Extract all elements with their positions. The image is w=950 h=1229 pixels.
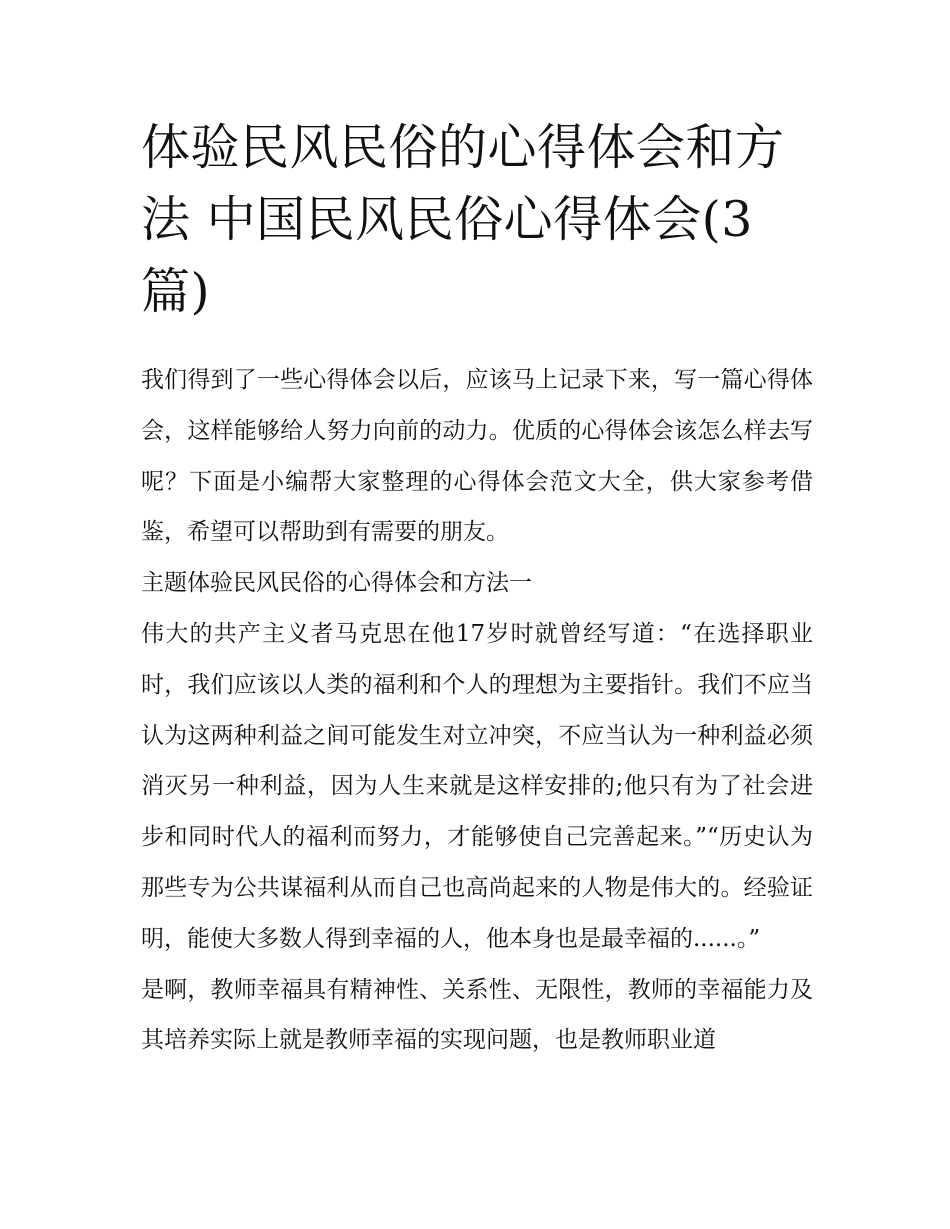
intro-paragraph: 我们得到了一些心得体会以后，应该马上记录下来，写一篇心得体会，这样能够给人努力向前的动力。优质的心得体会该怎么样去写呢？下面是小编帮大家整理的心得体会范文大全，供大家参考借鉴，希望可以帮助到有需要的朋友。	[141, 367, 813, 546]
section-heading: 主题体验民风民俗的心得体会和方法一	[141, 570, 532, 597]
quote-paragraph: 伟大的共产主义者马克思在他17岁时就曾经写道：“在选择职业时，我们应该以人类的福利和个人的理想为主要指针。我们不应当认为这两种利益之间可能发生对立冲突，不应当认为一种利益必须消灭另一种利益，因为人生来就是这样安排的;他只有为了社会进步和同时代人的福利而努力，才能够使自己完善起来。”“历史认为那些专为公共谋福利从而自己也高尚起来的人物是伟大的。经验证明，能使大多数人得到幸福的人，他本身也是最幸福的......。”	[141, 620, 813, 952]
body-paragraph: 是啊，教师幸福具有精神性、关系性、无限性，教师的幸福能力及其培养实际上就是教师幸福的实现问题，也是教师职业道	[141, 976, 813, 1054]
document-title: 体验民风民俗的心得体会和方法 中国民风民俗心得体会(3篇)	[141, 119, 785, 320]
document-body	[141, 355, 813, 1066]
